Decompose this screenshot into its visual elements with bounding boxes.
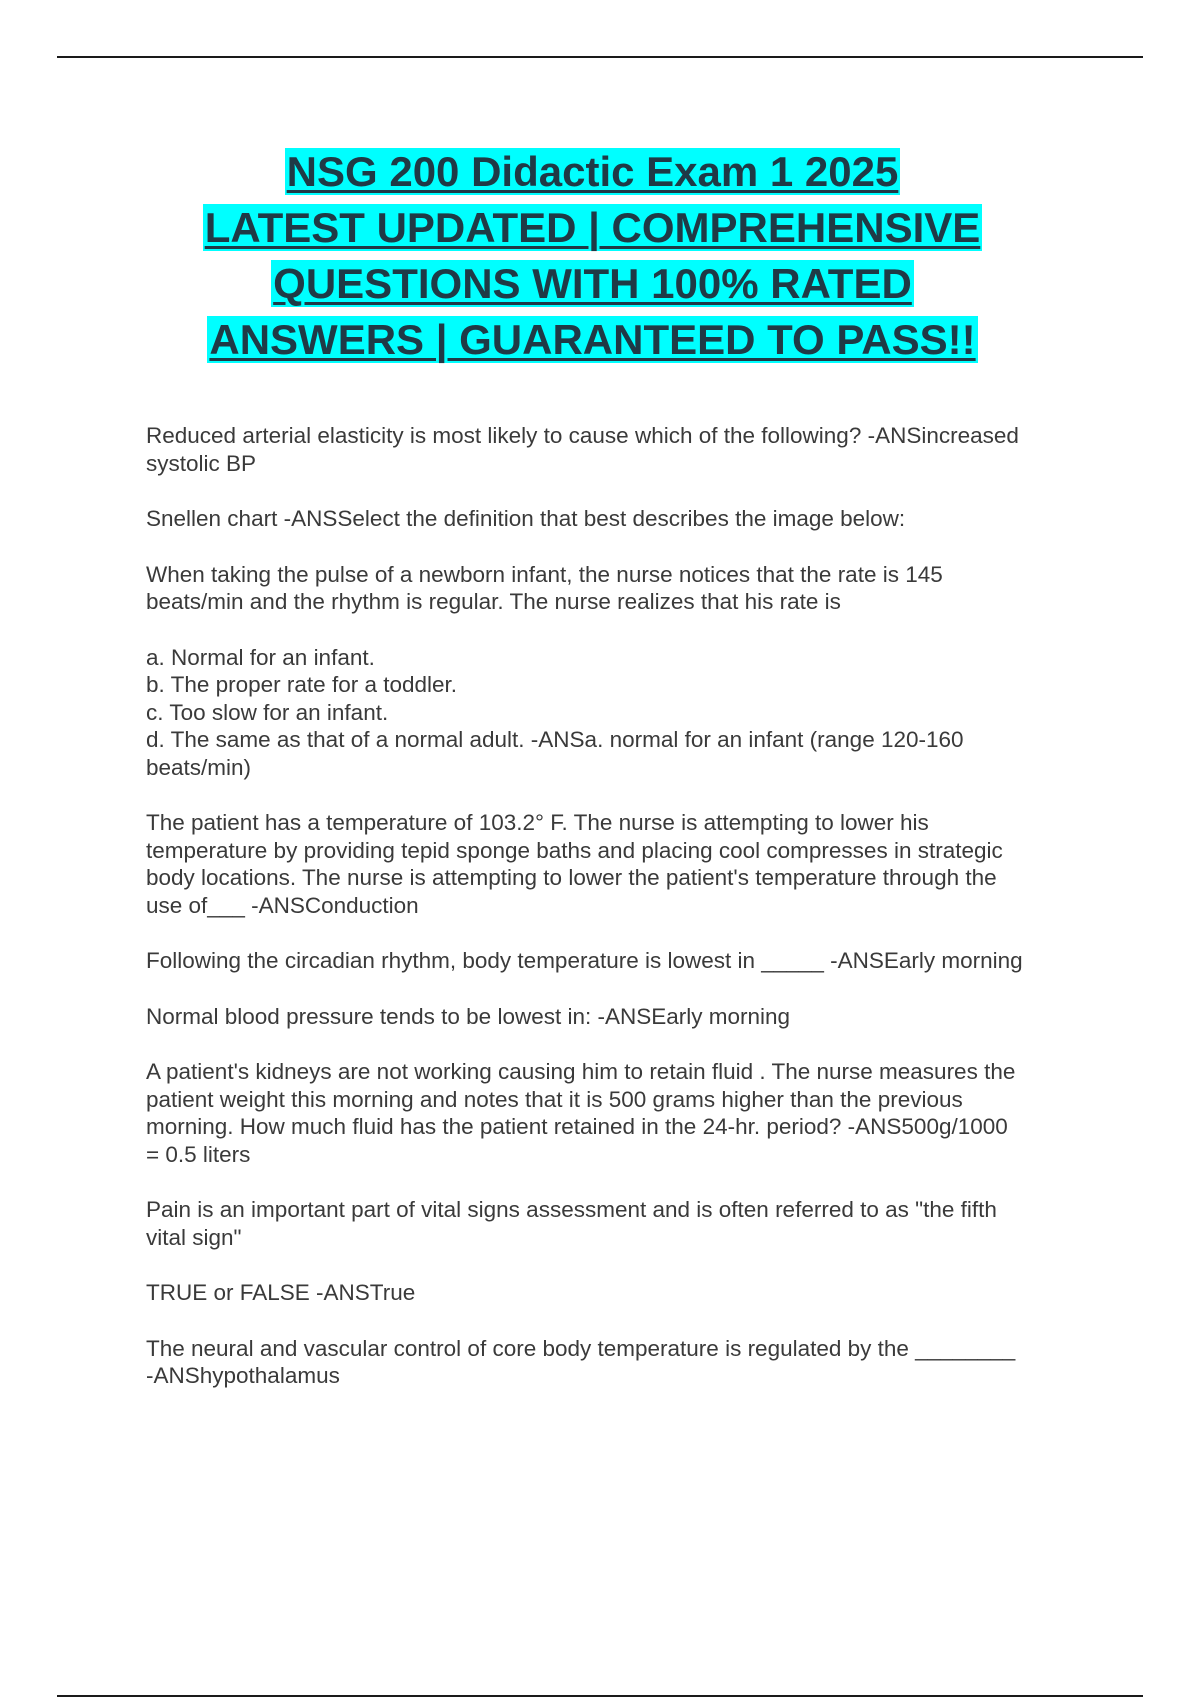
paragraph-hypothalamus: The neural and vascular control of core body temperature is regulated by the ________ -ANShypothalamus <box>146 1335 1016 1388</box>
paragraph-temperature-conduction: The patient has a temperature of 103.2° F. The nurse is attempting to lower his temperature by providing tepid sponge baths and placing cool compresses in strategic body locations. The nurse is attempting to lower the patient's temperature through the use of___ -ANSConduction <box>146 810 1003 918</box>
title-line-2: LATEST UPDATED | COMPREHENSIVE <box>204 204 981 251</box>
document-title <box>140 144 1045 368</box>
paragraph-arterial-elasticity: Reduced arterial elasticity is most likely to cause which of the following? -ANSincreased systolic BP <box>146 423 1019 476</box>
paragraph-snellen-chart: Snellen chart -ANSSelect the definition that best describes the image below: <box>146 506 906 531</box>
bottom-rule <box>57 1695 1143 1697</box>
paragraph-pulse-options: a. Normal for an infant. b. The proper rate for a toddler. c. Too slow for an infant. d. The same as that of a normal adult. -ANSa. normal for an infant (range 120-160 beats/min) <box>146 644 964 780</box>
paragraph-circadian-rhythm: Following the circadian rhythm, body temperature is lowest in _____ -ANSEarly morning <box>146 948 1023 973</box>
paragraph-newborn-pulse: When taking the pulse of a newborn infant, the nurse notices that the rate is 145 beats/min and the rhythm is regular. The nurse realizes that his rate is <box>146 561 943 614</box>
paragraph-fluid-retention: A patient's kidneys are not working causing him to retain fluid . The nurse measures the patient weight this morning and notes that it is 500 grams higher than the previous morning. How much fluid has the patient retained in the 24-hr. period? -ANS500g/1000 = 0.5 liters <box>146 1059 1016 1167</box>
title-line-3: QUESTIONS WITH 100% RATED <box>273 260 912 307</box>
paragraph-fifth-vital-sign: Pain is an important part of vital signs assessment and is often referred to as "the fifth vital sign" <box>146 1197 997 1250</box>
top-rule <box>57 56 1143 58</box>
paragraph-true-false: TRUE or FALSE -ANSTrue <box>146 1280 416 1305</box>
title-line-4: ANSWERS | GUARANTEED TO PASS!! <box>209 316 976 363</box>
paragraph-blood-pressure: Normal blood pressure tends to be lowest in: -ANSEarly morning <box>146 1003 791 1029</box>
document-body <box>146 422 1096 1418</box>
title-line-1: NSG 200 Didactic Exam 1 2025 <box>286 148 899 195</box>
